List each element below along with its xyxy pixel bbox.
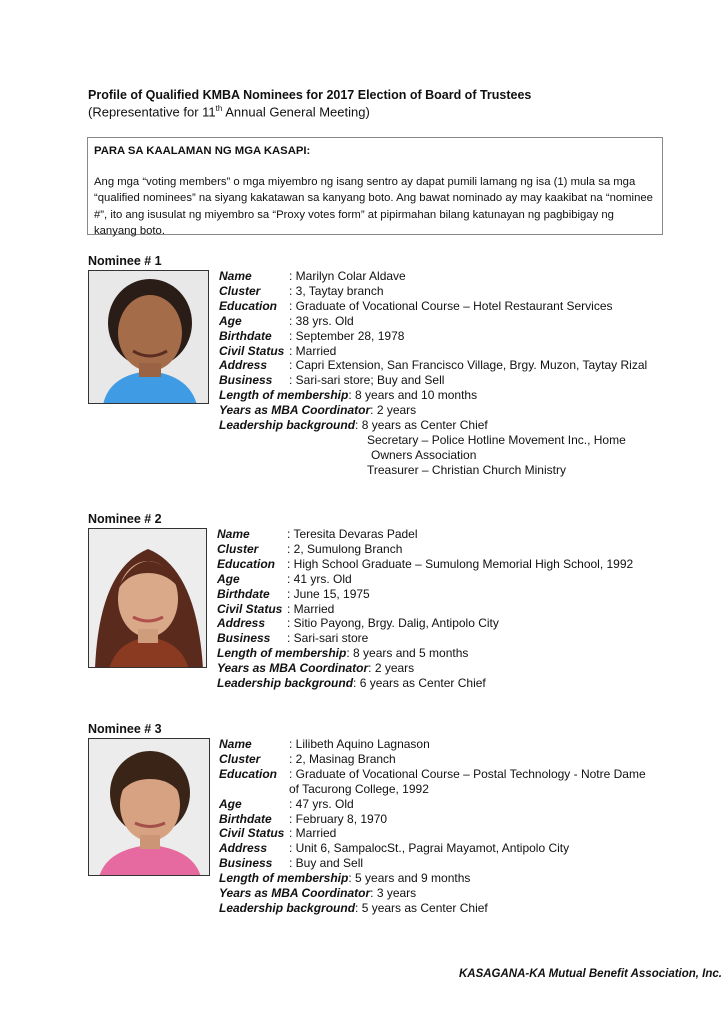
length-value: : 5 years and 9 months (348, 871, 471, 886)
footer-organization: KASAGANA-KA Mutual Benefit Association, Inc. (458, 968, 722, 980)
notice-box (87, 137, 663, 235)
nominee-1-heading: Nominee # 1 (88, 254, 162, 268)
education-label: Education (219, 766, 278, 781)
birthdate-row (217, 587, 667, 602)
civil-status-value: : Married (289, 826, 337, 841)
coordinator-value: : 2 years (368, 661, 415, 676)
subtitle-superscript: th (215, 104, 223, 113)
business-row (219, 373, 659, 388)
nominee-1-photo (88, 270, 209, 404)
page-title: Profile of Qualified KMBA Nominees for 2017 Election of Board of Trustees (88, 88, 532, 102)
age-row (217, 572, 667, 587)
name-label: Name (219, 737, 252, 751)
birthdate-value: : June 15, 1975 (287, 586, 370, 601)
coordinator-row (217, 661, 667, 676)
cluster-value: : 3, Taytay branch (289, 283, 384, 298)
birthdate-label: Birthdate (219, 328, 272, 343)
cluster-value: : 2, Sumulong Branch (287, 541, 403, 556)
name-row (219, 269, 659, 284)
cluster-row (219, 284, 659, 299)
civil-status-row (219, 344, 659, 359)
civil-status-label: Civil Status (219, 826, 285, 841)
cluster-row (219, 752, 659, 767)
address-value: : Sitio Payong, Brgy. Dalig, Antipolo City (287, 616, 499, 631)
page-subtitle (88, 104, 370, 119)
leadership-value: : 8 years as Center Chief (355, 418, 488, 433)
notice-heading: PARA SA KAALAMAN NG MGA KASAPI: (94, 145, 311, 157)
business-value: : Sari-sari store; Buy and Sell (289, 373, 445, 388)
name-value: : Lilibeth Aquino Lagnason (289, 737, 430, 751)
birthdate-row (219, 812, 659, 827)
nominee-2-photo (88, 528, 207, 668)
cluster-label: Cluster (219, 283, 261, 298)
coordinator-value: : 3 years (370, 886, 417, 901)
age-row (219, 314, 659, 329)
leadership-extra-2: Owners Association (371, 447, 477, 462)
length-row (219, 388, 659, 403)
leadership-row (219, 418, 659, 433)
leadership-label: Leadership background (219, 418, 356, 433)
address-label: Address (219, 358, 268, 373)
birthdate-row (219, 329, 659, 344)
age-value: : 41 yrs. Old (287, 571, 352, 586)
education-value: : Graduate of Vocational Course – Postal Technology - Notre Dame of Tacurong College, 1992 (289, 766, 646, 796)
age-label: Age (219, 796, 242, 811)
nominee-2-heading: Nominee # 2 (88, 512, 162, 526)
coordinator-row (219, 403, 659, 418)
education-row (219, 299, 659, 314)
education-value: : High School Graduate – Sumulong Memorial High School, 1992 (287, 556, 634, 571)
education-label: Education (217, 556, 276, 571)
leadership-label: Leadership background (219, 900, 356, 915)
address-value: : Unit 6, SampalocSt., Pagrai Mayamot, Antipolo City (289, 841, 570, 856)
business-row (219, 856, 659, 871)
leadership-value: : 5 years as Center Chief (355, 900, 488, 915)
leadership-row (217, 676, 667, 691)
leadership-extra-1: Secretary – Police Hotline Movement Inc., Home (367, 432, 626, 447)
birthdate-label: Birthdate (217, 586, 270, 601)
birthdate-value: : February 8, 1970 (289, 811, 388, 826)
cluster-value: : 2, Masinag Branch (289, 751, 396, 766)
business-label: Business (217, 631, 271, 646)
length-row (217, 646, 667, 661)
name-value: : Teresita Devaras Padel (287, 527, 418, 541)
education-row (217, 557, 667, 572)
birthdate-label: Birthdate (219, 811, 272, 826)
length-label: Length of membership (219, 871, 349, 886)
age-value: : 47 yrs. Old (289, 796, 354, 811)
education-value: : Graduate of Vocational Course – Hotel Restaurant Services (289, 298, 613, 313)
business-label: Business (219, 373, 273, 388)
business-value: : Sari-sari store (287, 631, 369, 646)
education-row (219, 767, 659, 797)
name-label: Name (219, 269, 252, 283)
business-row (217, 631, 667, 646)
leadership-extra-3: Treasurer – Christian Church Ministry (367, 462, 566, 477)
age-label: Age (217, 571, 240, 586)
subtitle-text: (Representative for 11 (88, 104, 216, 120)
subtitle-text-end: Annual General Meeting) (222, 104, 370, 120)
birthdate-value: : September 28, 1978 (289, 328, 405, 343)
education-label: Education (219, 298, 278, 313)
length-label: Length of membership (219, 388, 349, 403)
nominee-3-heading: Nominee # 3 (88, 722, 162, 736)
name-value: : Marilyn Colar Aldave (289, 269, 406, 283)
civil-status-row (219, 826, 659, 841)
business-value: : Buy and Sell (289, 856, 364, 871)
cluster-label: Cluster (219, 751, 261, 766)
nominee-1-details (219, 269, 659, 478)
cluster-row (217, 542, 667, 557)
nominee-2-details (217, 527, 667, 691)
name-row (217, 527, 667, 542)
address-label: Address (219, 841, 268, 856)
length-value: : 8 years and 10 months (348, 388, 478, 403)
leadership-value: : 6 years as Center Chief (353, 676, 486, 691)
name-row (219, 737, 659, 752)
length-label: Length of membership (217, 646, 347, 661)
length-value: : 8 years and 5 months (346, 646, 469, 661)
coordinator-label: Years as MBA Coordinator (217, 661, 369, 676)
civil-status-value: : Married (287, 601, 335, 616)
notice-body: Ang mga “voting members” o mga miyembro ng isang sentro ay dapat pumili lamang ng isa (1) mula sa mga “qualified nominees” na siyang kakatawan sa kanyang boto. Ang bawat nominado ay may kaakibat na “nominee #”, ito ang isusulat ng miyembro sa “Proxy votes form” at pipirmahan bilang katunayan ng pagbibigay ng kanyang boto. (94, 175, 653, 237)
civil-status-row (217, 602, 667, 617)
age-value: : 38 yrs. Old (289, 313, 354, 328)
civil-status-label: Civil Status (217, 601, 283, 616)
address-row (217, 616, 667, 631)
address-row (219, 841, 659, 856)
nominee-3-photo (88, 738, 210, 876)
address-label: Address (217, 616, 266, 631)
business-label: Business (219, 856, 273, 871)
age-row (219, 797, 659, 812)
length-row (219, 871, 659, 886)
leadership-label: Leadership background (217, 676, 354, 691)
age-label: Age (219, 313, 242, 328)
coordinator-row (219, 886, 659, 901)
coordinator-label: Years as MBA Coordinator (219, 403, 371, 418)
coordinator-value: : 2 years (370, 403, 417, 418)
coordinator-label: Years as MBA Coordinator (219, 886, 371, 901)
nominee-3-details (219, 737, 659, 916)
cluster-label: Cluster (217, 541, 259, 556)
civil-status-label: Civil Status (219, 343, 285, 358)
civil-status-value: : Married (289, 343, 337, 358)
address-row (219, 358, 659, 373)
name-label: Name (217, 527, 250, 541)
leadership-row (219, 901, 659, 916)
address-value: : Capri Extension, San Francisco Village, Brgy. Muzon, Taytay Rizal (289, 358, 648, 373)
